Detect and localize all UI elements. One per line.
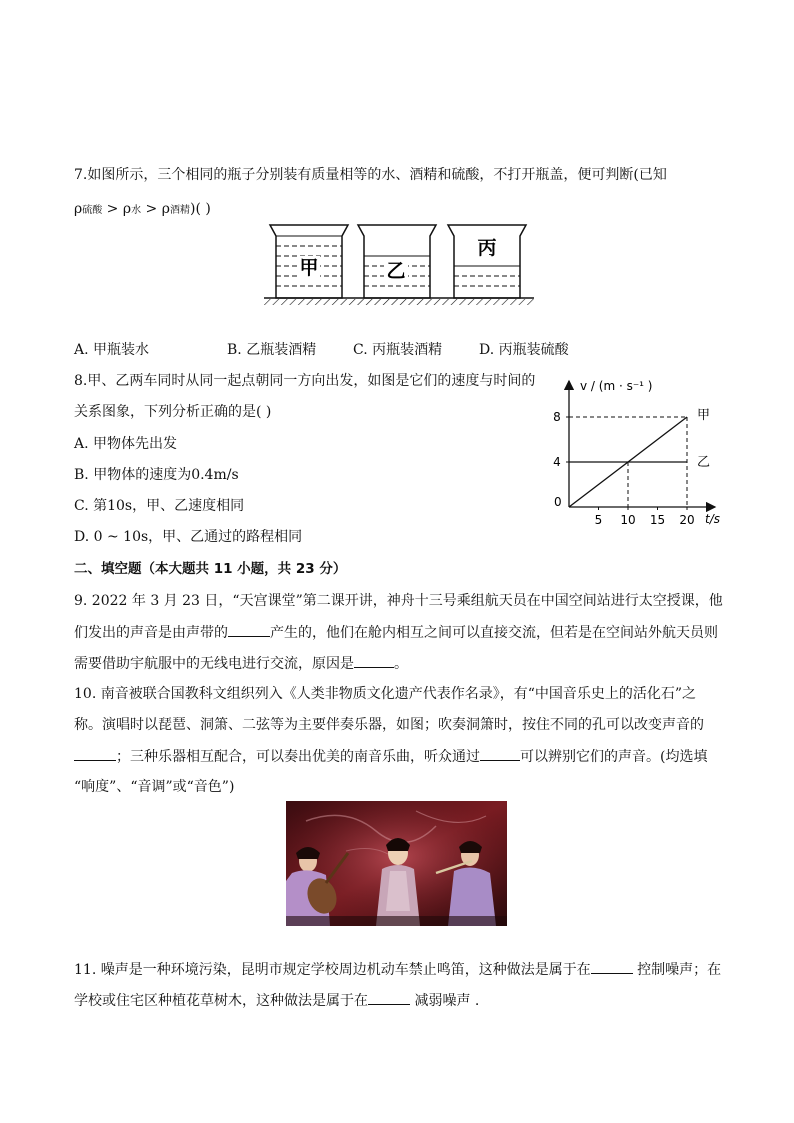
q11-line1 bbox=[74, 959, 721, 980]
jar-yi bbox=[358, 225, 436, 298]
jar-bing bbox=[448, 225, 526, 298]
q7-density-condition bbox=[74, 199, 211, 221]
gt-symbol: > ρ bbox=[102, 201, 132, 217]
q10-line4: “响度”、“音调”或“音色”) bbox=[74, 779, 235, 795]
q11-text: 控制噪声；在 bbox=[632, 962, 722, 978]
answer-bracket: )( ) bbox=[189, 201, 211, 217]
answer-blank bbox=[228, 622, 270, 637]
q9-line2 bbox=[74, 622, 718, 643]
jar-label: 丙 bbox=[477, 237, 497, 259]
q9-text: 产生的，他们在舱内相互之间可以直接交流，但若是在空间站外航天员则 bbox=[270, 625, 718, 641]
jars-figure bbox=[262, 222, 536, 306]
x-tick-label: 10 bbox=[620, 513, 636, 527]
subscript-alcohol: 酒精 bbox=[169, 205, 190, 216]
x-tick-label: 20 bbox=[679, 513, 695, 527]
nanyin-performance-photo bbox=[286, 801, 507, 926]
jar-jia bbox=[270, 225, 348, 298]
q10-line2: 称。演唱时以琵琶、洞箫、二弦等为主要伴奏乐器，如图；吹奏洞箫时，按住不同的孔可以改变声音的 bbox=[74, 717, 704, 733]
q9-line1: 9. 2022 年 3 月 23 日，“天宫课堂”第二课开讲，神舟十三号乘组航天员在中国空间站进行太空授课，他 bbox=[74, 593, 723, 609]
q9-line3 bbox=[74, 653, 408, 674]
y-tick-label: 4 bbox=[553, 455, 561, 469]
q9-text: 。 bbox=[394, 656, 408, 672]
subscript-water: 水 bbox=[131, 205, 142, 216]
subscript-sulfuric: 硫酸 bbox=[82, 205, 103, 216]
rho-symbol: ρ bbox=[74, 201, 83, 217]
jar-label: 甲 bbox=[299, 257, 319, 279]
x-axis-label: t/s bbox=[705, 512, 720, 526]
q8-stem-line2: 关系图象，下列分析正确的是( ) bbox=[74, 404, 272, 420]
q10-line3 bbox=[74, 746, 707, 767]
q8-option-d: D. 0 ~ 10s，甲、乙通过的路程相同 bbox=[74, 529, 303, 545]
q11-text: 减弱噪声 . bbox=[410, 993, 480, 1009]
series-label: 乙 bbox=[697, 455, 711, 470]
q9-text: 需要借助宇航服中的无线电进行交流，原因是 bbox=[74, 656, 354, 672]
q7-option-a: A. 甲瓶装水 bbox=[74, 342, 150, 358]
q7-stem: 7.如图所示，三个相同的瓶子分别装有质量相等的水、酒精和硫酸，不打开瓶盖，便可判断(已知 bbox=[74, 167, 667, 183]
y-tick-label: 8 bbox=[553, 410, 561, 424]
q9-text: 们发出的声音是由声带的 bbox=[74, 625, 228, 641]
answer-blank bbox=[74, 746, 116, 761]
y-axis-label: v / (m · s⁻¹ ) bbox=[580, 379, 653, 393]
q8-option-b: B. 甲物体的速度为0.4m/s bbox=[74, 467, 239, 483]
q7-option-c: C. 丙瓶装酒精 bbox=[353, 342, 443, 358]
jar-label: 乙 bbox=[386, 260, 406, 282]
answer-blank bbox=[480, 746, 520, 761]
answer-blank bbox=[591, 959, 633, 974]
answer-blank bbox=[354, 653, 394, 668]
q7-option-d: D. 丙瓶装硫酸 bbox=[479, 342, 569, 358]
q8-option-c: C. 第10s，甲、乙速度相同 bbox=[74, 498, 245, 514]
q7-option-b: B. 乙瓶装酒精 bbox=[227, 342, 317, 358]
q8-stem-line1: 8.甲、乙两车同时从同一起点朝同一方向出发，如图是它们的速度与时间的 bbox=[74, 373, 536, 389]
section-heading: 二、填空题（本大题共 11 小题，共 23 分） bbox=[74, 561, 347, 577]
q10-text: ；三种乐器相互配合，可以奏出优美的南音乐曲，听众通过 bbox=[116, 749, 480, 765]
velocity-time-chart bbox=[540, 370, 730, 530]
q10-text: 可以辨别它们的声音。(均选填 bbox=[520, 749, 708, 765]
origin-label: 0 bbox=[554, 495, 562, 509]
q10-line1: 10. 南音被联合国教科文组织列入《人类非物质文化遗产代表作名录》，有“中国音乐史上的活化石”之 bbox=[74, 686, 697, 702]
x-tick-label: 15 bbox=[649, 513, 666, 527]
series-label: 甲 bbox=[697, 408, 711, 423]
x-tick-label: 5 bbox=[594, 513, 603, 527]
gt-symbol: > ρ bbox=[141, 201, 170, 217]
q8-option-a: A. 甲物体先出发 bbox=[74, 436, 178, 452]
q11-text: 11. 噪声是一种环境污染，昆明市规定学校周边机动车禁止鸣笛，这种做法是属于在 bbox=[74, 962, 591, 978]
q11-text: 学校或住宅区种植花草树木，这种做法是属于在 bbox=[74, 993, 368, 1009]
q11-line2 bbox=[74, 990, 479, 1011]
answer-blank bbox=[368, 990, 410, 1005]
